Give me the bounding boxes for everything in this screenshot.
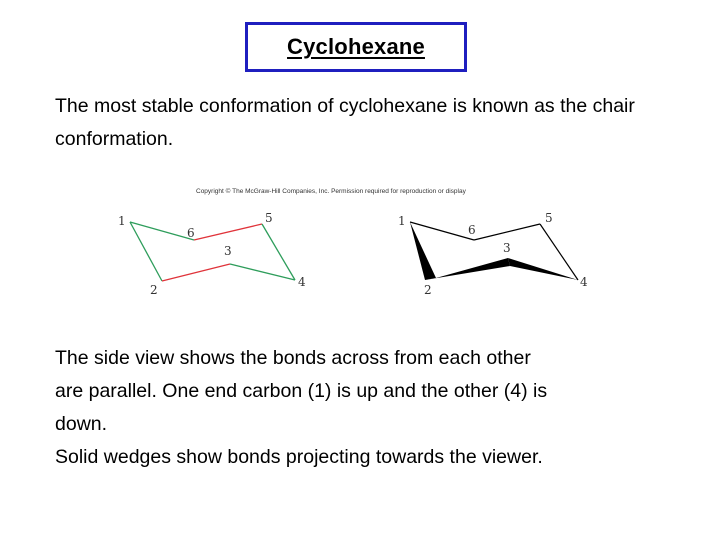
right-bonds xyxy=(410,222,578,280)
chair-diagram-wedge xyxy=(390,200,600,300)
atom-label-6: 6 xyxy=(468,223,476,237)
bond-6-5 xyxy=(474,224,540,240)
atom-label-4: 4 xyxy=(298,275,306,289)
explanation-line: Solid wedges show bonds projecting towards the viewer. xyxy=(55,446,543,468)
atom-label-5: 5 xyxy=(265,211,273,225)
atom-label-3: 3 xyxy=(224,244,232,258)
bond-6-5 xyxy=(194,224,262,240)
explanation-line: down. xyxy=(55,413,108,435)
bond-5-4 xyxy=(262,224,295,280)
copyright-notice: Copyright © The McGraw-Hill Companies, Inc. Permission required for reproduction or display xyxy=(196,188,466,195)
atom-label-2: 2 xyxy=(424,283,432,297)
chair-diagram-colored xyxy=(110,200,320,300)
wedge-1-2 xyxy=(410,222,436,280)
left-bonds xyxy=(130,222,295,281)
bond-1-6 xyxy=(410,222,474,240)
explanation-text xyxy=(55,342,695,474)
atom-label-4: 4 xyxy=(580,275,588,289)
wedge-2-3 xyxy=(425,258,510,280)
atom-label-5: 5 xyxy=(545,211,553,225)
wedge-3-4 xyxy=(508,258,578,280)
bond-3-4 xyxy=(230,264,295,280)
bond-2-3 xyxy=(162,264,230,281)
atom-label-3: 3 xyxy=(503,241,511,255)
bond-1-2 xyxy=(130,222,162,281)
explanation-line: The side view shows the bonds across from each other xyxy=(55,347,531,369)
atom-label-1: 1 xyxy=(118,214,126,228)
atom-label-2: 2 xyxy=(150,283,158,297)
explanation-line: are parallel. One end carbon (1) is up and the other (4) is xyxy=(55,380,548,402)
title-box xyxy=(245,22,467,72)
slide-title: Cyclohexane xyxy=(287,34,425,59)
atom-label-6: 6 xyxy=(187,226,195,240)
intro-text: The most stable conformation of cyclohexane is known as the chair conformation. xyxy=(55,95,635,150)
atom-label-1: 1 xyxy=(398,214,406,228)
bond-1-6 xyxy=(130,222,194,240)
